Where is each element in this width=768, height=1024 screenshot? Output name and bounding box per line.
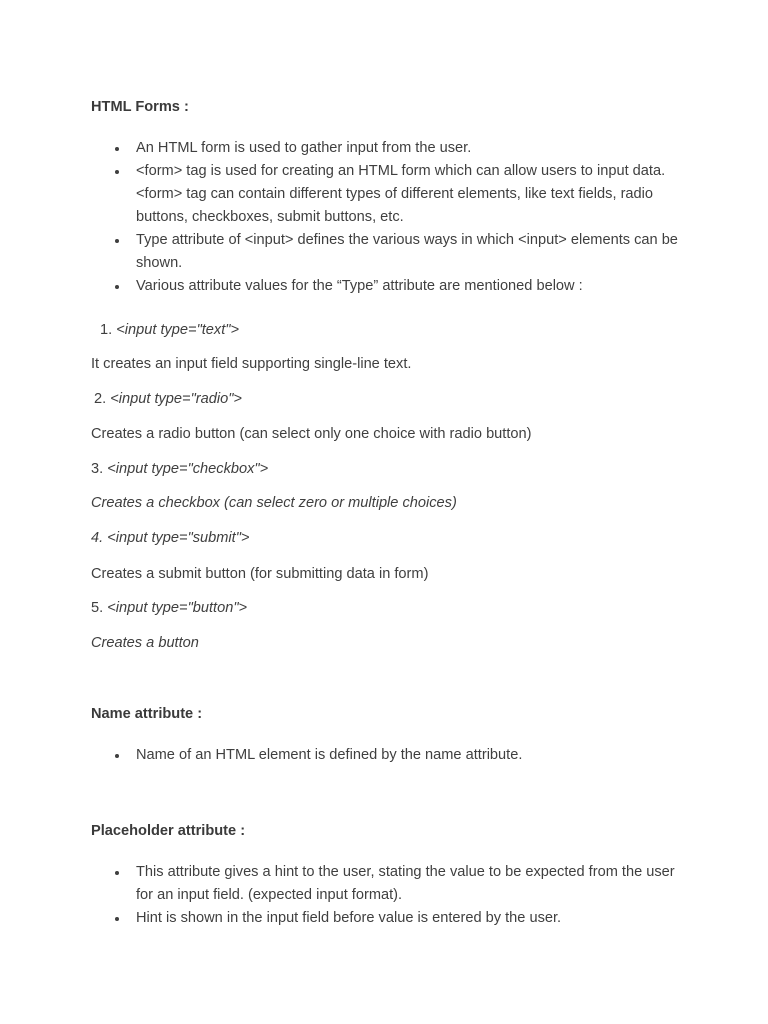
list-item: This attribute gives a hint to the user, stating the value to be expected from the user for an input field. (expected input format).	[0, 861, 681, 907]
list-item: <form> tag is used for creating an HTML form which can allow users to input data. <form> tag can contain different types of different elements, like text fields, radio buttons, checkboxes, submit buttons, etc.	[0, 160, 681, 229]
placeholder-attribute-heading: Placeholder attribute :	[91, 823, 246, 839]
type-number: 4.	[91, 530, 104, 546]
type-code: <input type="checkbox">	[107, 461, 269, 477]
type-item-2	[94, 388, 242, 411]
type-code: <input type="radio">	[110, 391, 242, 407]
type-item-1	[100, 319, 239, 342]
list-item: Hint is shown in the input field before value is entered by the user.	[0, 907, 681, 930]
name-attribute-bullet-list	[0, 744, 768, 767]
type-description: Creates a submit button (for submitting data in form)	[91, 566, 429, 582]
type-item-3	[91, 458, 268, 481]
type-code: <input type="button">	[107, 600, 248, 616]
list-item: Various attribute values for the “Type” attribute are mentioned below :	[0, 275, 681, 298]
forms-heading: HTML Forms :	[91, 99, 189, 115]
list-item: Name of an HTML element is defined by the name attribute.	[0, 744, 681, 767]
placeholder-attribute-bullet-list	[0, 861, 768, 930]
type-code: <input type="submit">	[107, 530, 250, 546]
type-description: It creates an input field supporting single-line text.	[91, 356, 412, 372]
type-description: Creates a radio button (can select only one choice with radio button)	[91, 426, 532, 442]
type-number: 3.	[91, 461, 104, 477]
type-number: 2.	[94, 391, 107, 407]
type-item-5	[91, 597, 247, 620]
type-number: 5.	[91, 600, 104, 616]
list-item: An HTML form is used to gather input from the user.	[0, 137, 681, 160]
forms-bullet-list	[0, 137, 768, 298]
type-description: Creates a checkbox (can select zero or multiple choices)	[91, 495, 457, 511]
list-item: Type attribute of <input> defines the various ways in which <input> elements can be shown.	[0, 229, 681, 275]
type-code: <input type="text">	[116, 322, 239, 338]
name-attribute-heading: Name attribute :	[91, 706, 203, 722]
type-item-4	[91, 527, 249, 550]
type-number: 1.	[100, 322, 113, 338]
type-description: Creates a button	[91, 635, 199, 651]
